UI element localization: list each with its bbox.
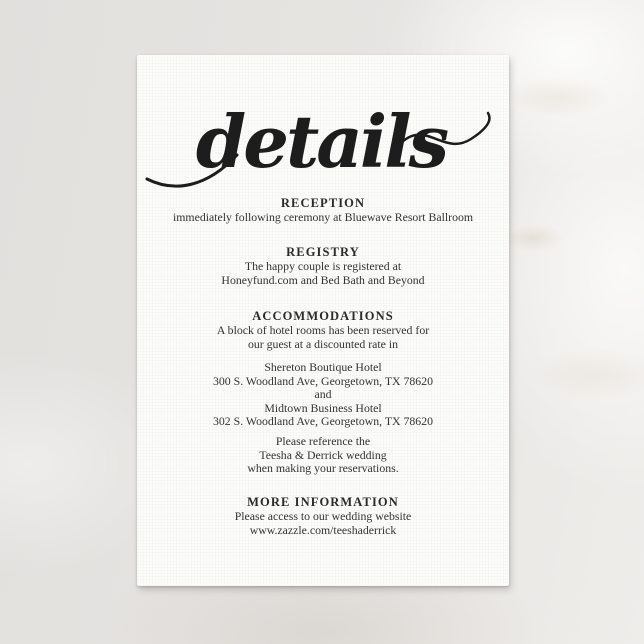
section-line: and	[314, 387, 332, 401]
section-line: Honeyfund.com and Bed Bath and Beyond	[221, 272, 425, 287]
section-line: The happy couple is registered at	[244, 259, 402, 273]
section-accommodations	[147, 308, 499, 351]
section-reservation-note	[147, 435, 499, 476]
section-more-information	[147, 494, 499, 537]
script-title-graphic	[141, 83, 505, 199]
card-title	[137, 83, 509, 201]
hotel-name: Midtown Business Hotel	[264, 400, 382, 415]
section-line: Teesha & Derrick wedding	[259, 447, 387, 462]
section-line: immediately following ceremony at Bluewave Resort Ballroom	[172, 210, 474, 224]
hotel-address: 300 S. Woodland Ave, Georgetown, TX 78620	[212, 373, 433, 388]
section-hotel-addresses	[147, 361, 499, 429]
hotel-name: Shereton Boutique Hotel	[264, 360, 382, 374]
section-heading: REGISTRY	[286, 245, 360, 259]
wedding-website-url: www.zazzle.com/teeshaderrick	[249, 522, 397, 537]
section-heading: ACCOMMODATIONS	[252, 309, 394, 323]
wedding-details-card	[137, 55, 509, 586]
section-line: Please reference the	[275, 434, 371, 448]
title-script-text: details	[195, 99, 447, 184]
section-line: our guest at a discounted rate in	[247, 336, 399, 351]
hotel-address: 302 S. Woodland Ave, Georgetown, TX 78620	[212, 414, 433, 428]
section-line: when making your reservations.	[247, 461, 399, 475]
section-heading: MORE INFORMATION	[247, 495, 399, 509]
section-line: Please access to our wedding website	[234, 509, 412, 523]
section-reception	[147, 195, 499, 225]
section-line: A block of hotel rooms has been reserved for	[216, 323, 430, 337]
section-registry	[147, 244, 499, 287]
section-heading: RECEPTION	[280, 196, 366, 210]
